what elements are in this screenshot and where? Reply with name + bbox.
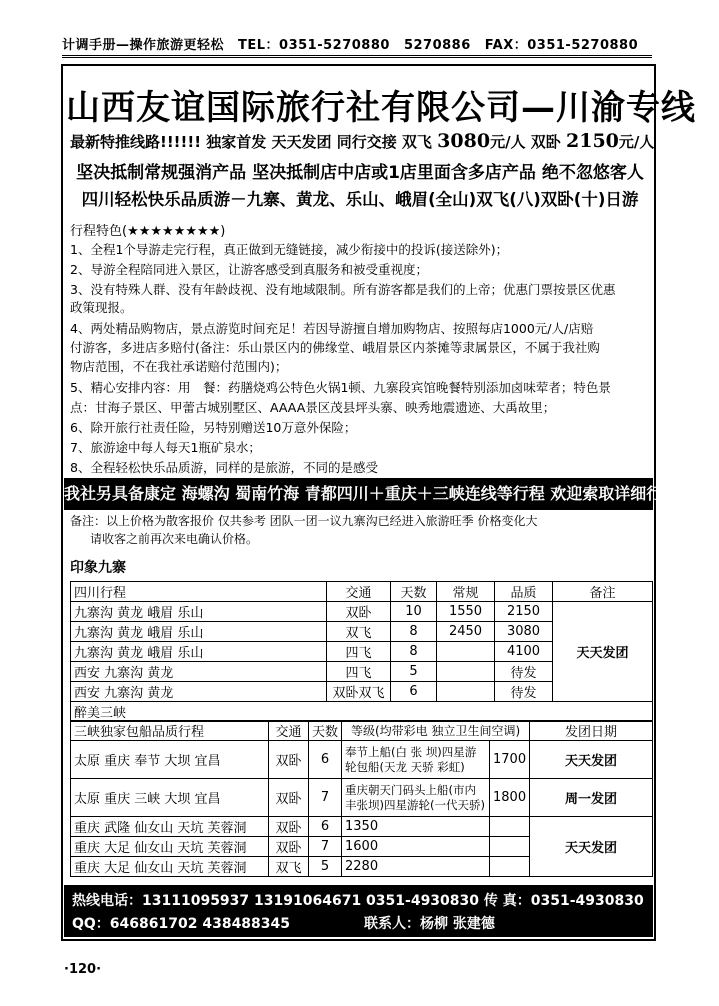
contact-footer <box>64 885 653 937</box>
transport-cell: 四飞 <box>327 662 391 682</box>
table-row <box>71 602 653 622</box>
promo-price1: 3080 <box>437 130 491 152</box>
regular-price-cell <box>437 682 495 702</box>
feature-line: 6、除开旅行社责任险，另特别赠送10万意外保险； <box>70 420 357 435</box>
feature-line: 4、两处精品购物店，景点游览时间充足！若因导游擅自增加购物店、按照每店1000元/人/店赔 <box>70 321 594 336</box>
feature-line: 2、导游全程陪同进入景区，让游客感受到真服务和被受重视度； <box>70 262 428 277</box>
route-cell: 西安 九寨沟 黄龙 <box>71 682 327 702</box>
header-cell: 三峡独家包船品质行程 <box>71 721 269 741</box>
level-cell: 2280 <box>342 857 490 877</box>
table-header-row <box>71 582 653 602</box>
level-cell: 重庆朝天门码头上船(市内丰张坝)四星游轮(一代天骄) <box>342 779 490 817</box>
section-title: 印象九寨 <box>70 560 126 576</box>
quality-price-cell: 待发 <box>495 662 553 682</box>
days-cell: 8 <box>391 622 437 642</box>
days-cell: 6 <box>391 682 437 702</box>
header-cell: 发团日期 <box>530 721 653 741</box>
level-cell: 1600 <box>342 837 490 857</box>
transport-cell: 双飞 <box>327 622 391 642</box>
transport-cell: 双卧 <box>269 817 309 837</box>
table-row <box>71 817 653 837</box>
days-cell: 6 <box>309 741 342 779</box>
route-cell: 太原 重庆 三峡 大坝 宜昌 <box>71 779 269 817</box>
route-cell: 九寨沟 黄龙 峨眉 乐山 <box>71 642 327 662</box>
route-cell: 西安 九寨沟 黄龙 <box>71 662 327 682</box>
company-title: 山西友谊国际旅行社有限公司—川渝专线 <box>66 88 696 128</box>
feature-line: 物店范围，不在我社承诺赔付范围内)； <box>70 359 288 374</box>
price-cell: 1700 <box>490 741 530 779</box>
header-cell: 四川行程 <box>71 582 327 602</box>
price-cell <box>490 857 530 877</box>
page-header <box>62 34 652 58</box>
header-cell: 常规 <box>437 582 495 602</box>
days-cell: 8 <box>391 642 437 662</box>
price-cell: 1800 <box>490 779 530 817</box>
header-prefix: 计调手册—操作旅游更轻松 <box>62 38 225 53</box>
level-cell: 1350 <box>342 817 490 837</box>
transport-cell: 双飞 <box>269 857 309 877</box>
header-cell: 天数 <box>309 721 342 741</box>
transport-cell: 双卧 <box>269 837 309 857</box>
quality-price-cell: 2150 <box>495 602 553 622</box>
header-cell: 交通 <box>269 721 309 741</box>
remark-cell: 天天发团 <box>553 602 653 702</box>
days-cell: 7 <box>309 837 342 857</box>
transport-cell: 双卧双飞 <box>327 682 391 702</box>
date-cell: 天天发团 <box>530 817 653 877</box>
header-cell: 交通 <box>327 582 391 602</box>
price-cell <box>490 817 530 837</box>
table-section-row <box>71 702 653 722</box>
route-cell: 重庆 大足 仙女山 天坑 芙蓉洞 <box>71 857 269 877</box>
feature-line: 政策现报。 <box>70 300 133 315</box>
quality-price-cell: 4100 <box>495 642 553 662</box>
three-gorges-table <box>70 720 653 877</box>
days-cell: 6 <box>309 817 342 837</box>
header-cell: 等级(均带彩电 独立卫生间空调) <box>342 721 530 741</box>
feature-line: 8、全程轻松快乐品质游，同样的是旅游，不同的是感受 <box>70 460 378 475</box>
header-cell: 备注 <box>553 582 653 602</box>
other-routes-banner: 我社另具备康定 海螺沟 蜀南竹海 青都四川＋重庆＋三峡连线等行程 欢迎索取详细行程 <box>64 478 653 510</box>
feature-line: 点：甘海子景区、甲蕾古城别墅区、AAAA景区茂县坪头寨、映秀地震遗迹、大禹故里； <box>70 400 556 415</box>
date-cell: 周一发团 <box>530 779 653 817</box>
regular-price-cell: 2450 <box>437 622 495 642</box>
page-number: ·120· <box>64 962 102 977</box>
header-fax: FAX：0351-5270880 <box>484 38 639 53</box>
regular-price-cell <box>437 642 495 662</box>
promo-unit2: 元/人 <box>618 133 655 151</box>
route-cell: 九寨沟 黄龙 峨眉 乐山 <box>71 622 327 642</box>
transport-cell: 双卧 <box>269 741 309 779</box>
hotline: 热线电话：13111095937 13191064671 0351-4930830 传 真：0351-4930830 <box>72 893 644 909</box>
section-cell: 醉美三峡 <box>71 702 653 722</box>
transport-cell: 双卧 <box>269 779 309 817</box>
header-tel: TEL：0351-5270880 <box>238 38 390 53</box>
features-title: 行程特色(★★★★★★★★) <box>70 224 226 239</box>
header-cell: 品质 <box>495 582 553 602</box>
price-note-2: 请收客之前再次来电确认价格。 <box>90 532 259 546</box>
contact-persons: 联系人：杨柳 张建德 <box>364 916 495 932</box>
days-cell: 10 <box>391 602 437 622</box>
level-cell: 奉节上船(白 张 坝)四星游轮包船(天龙 天骄 彩虹) <box>342 741 490 779</box>
feature-line: 付游客，多进店多赔付(备注：乐山景区内的佛缘堂、峨眉景区内茶摊等隶属景区，不属于我社购 <box>70 340 600 355</box>
regular-price-cell <box>437 662 495 682</box>
regular-price-cell: 1550 <box>437 602 495 622</box>
quality-price-cell: 待发 <box>495 682 553 702</box>
route-cell: 太原 重庆 奉节 大坝 宜昌 <box>71 741 269 779</box>
table-row <box>71 779 653 817</box>
promo-text: 最新特推线路!!!!!! 独家首发 天天发团 同行交接 双飞 <box>70 133 432 151</box>
price-cell <box>490 837 530 857</box>
transport-cell: 四飞 <box>327 642 391 662</box>
promo-unit1: 元/人 双卧 <box>490 133 561 151</box>
quality-price-cell: 3080 <box>495 622 553 642</box>
date-cell: 天天发团 <box>530 741 653 779</box>
header-tel2: 5270886 <box>403 38 471 53</box>
feature-line: 1、全程1个导游走完行程，真正做到无缝链接，减少衔接中的投诉(接送除外)； <box>70 242 509 257</box>
table-row <box>71 741 653 779</box>
feature-line: 5、精心安排内容：用 餐：药膳烧鸡公特色火锅1顿、九寨段宾馆晚餐特别添加卤味荤者；特色景 <box>70 380 611 395</box>
days-cell: 5 <box>391 662 437 682</box>
promo-price2: 2150 <box>566 130 619 152</box>
days-cell: 5 <box>309 857 342 877</box>
promo-line <box>70 130 654 152</box>
qq-numbers: QQ：646861702 438488345 <box>72 916 291 932</box>
price-note-1: 备注：以上价格为散客报价 仅共参考 团队一团一议九寨沟已经进入旅游旺季 价格变化大 <box>70 514 538 528</box>
transport-cell: 双卧 <box>327 602 391 622</box>
sichuan-price-table <box>70 581 653 722</box>
days-cell: 7 <box>309 779 342 817</box>
header-cell: 天数 <box>391 582 437 602</box>
table-header-row <box>71 721 653 741</box>
route-cell: 重庆 武隆 仙女山 天坑 芙蓉洞 <box>71 817 269 837</box>
route-cell: 重庆 大足 仙女山 天坑 芙蓉洞 <box>71 837 269 857</box>
slogan-2: 四川轻松快乐品质游－九寨、黄龙、乐山、峨眉(全山)双飞(八)双卧(十)日游 <box>81 190 639 209</box>
feature-line: 7、旅游途中每人每天1瓶矿泉水； <box>70 440 261 455</box>
route-cell: 九寨沟 黄龙 峨眉 乐山 <box>71 602 327 622</box>
slogan-1: 坚决抵制常规强消产品 坚决抵制店中店或1店里面含多店产品 绝不忽悠客人 <box>76 163 644 183</box>
feature-line: 3、没有特殊人群、没有年龄歧视、没有地域限制。所有游客都是我们的上帝；优惠门票按景区优惠 <box>70 282 616 297</box>
